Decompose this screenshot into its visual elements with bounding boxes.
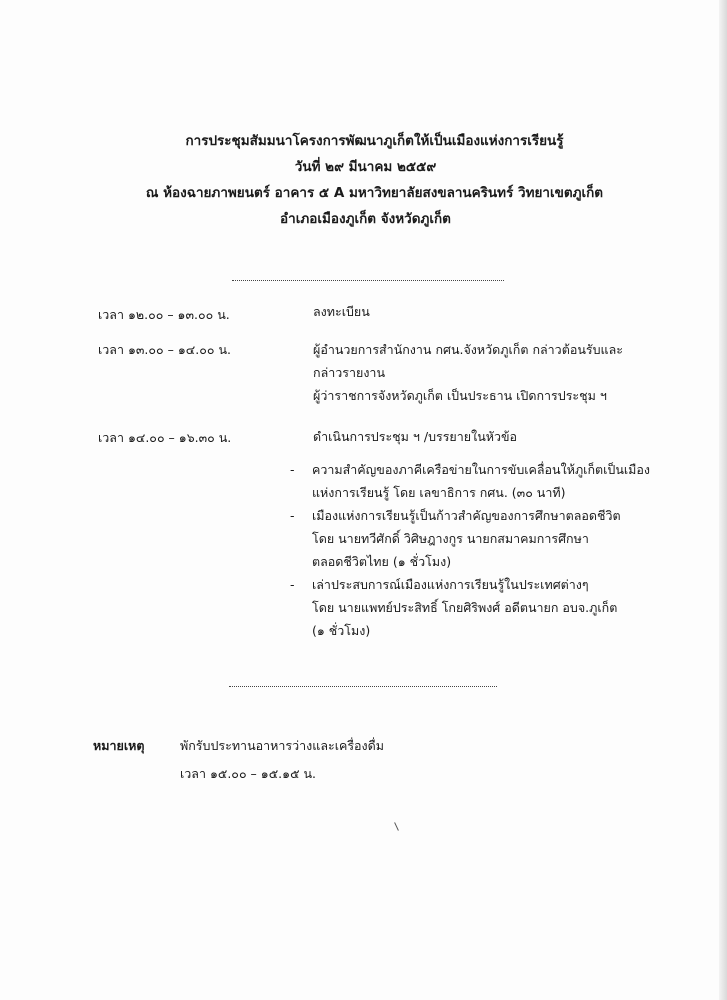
bullet-dash: - [290,508,295,523]
note-label: หมายเหตุ [93,738,145,753]
topic-line: แห่งการเรียนรู้ โดย เลขาธิการ กศน. (๓๐ นาที) [312,485,566,500]
topic-line: ความสำคัญของภาคีเครือข่ายในการขับเคลื่อนให้ภูเก็ตเป็นเมือง [312,462,651,477]
topic-line: เมืองแห่งการเรียนรู้เป็นก้าวสำคัญของการศึกษาตลอดชีวิต [312,508,621,523]
schedule-desc-line: ผู้อำนวยการสำนักงาน กศน.จังหวัดภูเก็ต กล่าวต้อนรับและ [313,342,623,357]
header-title: การประชุมสัมมนาโครงการพัฒนาภูเก็ตให้เป็นเมืองแห่งการเรียนรู้ [185,133,564,149]
list-item [290,504,650,573]
header-location: อำเภอเมืองภูเก็ต จังหวัดภูเก็ต [280,211,451,227]
schedule-desc-1 [313,300,370,323]
topic-list [290,458,650,642]
schedule-time-2: เวลา ๑๓.๐๐ – ๑๔.๐๐ น. [98,342,231,357]
schedule-time-1: เวลา ๑๒.๐๐ – ๑๓.๐๐ น. [98,307,230,322]
schedule-desc-line: ผู้ว่าราชการจังหวัดภูเก็ต เป็นประธาน เปิดการประชุม ฯ [313,388,607,403]
note-time: เวลา ๑๕.๐๐ – ๑๕.๑๕ น. [180,766,317,781]
header-date: วันที่ ๒๙ มีนาคม ๒๕๕๙ [294,159,437,175]
document-header [0,128,727,232]
topic-line: เล่าประสบการณ์เมืองแห่งการเรียนรู้ในประเทศต่างๆ [312,577,589,592]
bullet-dash: - [290,577,295,592]
topic-line: โดย นายแพทย์ประสิทธิ์ โกยศิริพงศ์ อดีตนายก อบจ.ภูเก็ต [312,600,618,615]
dotted-divider-top [232,280,504,281]
topic-line: (๑ ชั่วโมง) [312,623,371,638]
note-text: พักรับประทานอาหารว่างและเครื่องดื่ม [180,738,385,753]
bullet-dash: - [290,462,295,477]
list-item [290,458,650,504]
scan-artifact-mark [394,822,399,831]
schedule-desc-3 [313,425,517,448]
topic-line: โดย นายทวีศักดิ์ วิศิษฎางกูร นายกสมาคมการศึกษา [312,531,589,546]
dotted-divider-bottom [229,686,497,687]
topic-line: ตลอดชีวิตไทย (๑ ชั่วโมง) [312,554,452,569]
schedule-time-3: เวลา ๑๔.๐๐ – ๑๖.๓๐ น. [98,430,232,445]
list-item [290,573,650,642]
schedule-desc-line: ดำเนินการประชุม ฯ /บรรยายในหัวข้อ [313,429,518,444]
schedule-desc-line: กล่าวรายงาน [313,365,385,380]
header-venue: ณ ห้องฉายภาพยนตร์ อาคาร ๕ A มหาวิทยาลัยสงขลานครินทร์ วิทยาเขตภูเก็ต [145,185,604,201]
schedule-desc-2 [313,338,623,407]
schedule-desc-line: ลงทะเบียน [313,304,370,319]
